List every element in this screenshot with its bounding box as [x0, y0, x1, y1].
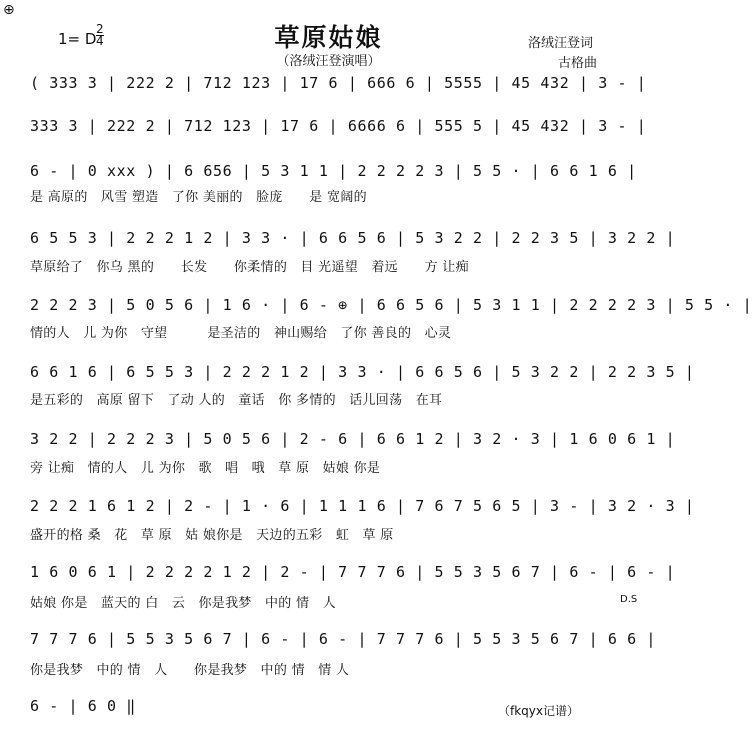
coda-icon: ⊕ [3, 2, 15, 18]
lyric-line: 姑娘 你是 蓝天的 白 云 你是我梦 中的 情 人 [30, 596, 336, 611]
lyric-line: 是五彩的 高原 留下 了动 人的 童话 你 多情的 话儿回荡 在耳 [30, 393, 443, 408]
performer-subtitle: （洛绒汪登演唱） [276, 54, 381, 69]
notation-line: 6 5 5 3 | 2 2 2 1 2 | 3 3 · | 6 6 5 6 | 5 3 2 2 | 2 2 3 5 | 3 2 2 | [30, 229, 676, 247]
notation-line: 7 7 7 6 | 5 5 3 5 6 7 | 6 - | 6 - | 7 7 7 6 | 5 5 3 5 6 7 | 6 6 | [30, 630, 656, 648]
notation-line: 333 3 | 222 2 | 712 123 | 17 6 | 6666 6 | 555 5 | 45 432 | 3 - | [30, 117, 647, 135]
dal-segno-mark: D.S [620, 594, 638, 605]
notation-line: ( 333 3 | 222 2 | 712 123 | 17 6 | 666 6 | 5555 | 45 432 | 3 - | [30, 74, 647, 92]
time-signature-bottom: 4 [96, 34, 104, 48]
notation-line: 1 6 0 6 1 | 2 2 2 2 1 2 | 2 - | 7 7 7 6 | 5 5 3 5 6 7 | 6 - | 6 - | [30, 563, 676, 581]
lyric-line: 盛开的格 桑 花 草 原 姑 娘你是 天边的五彩 虹 草 原 [30, 528, 394, 543]
transcriber-credit: （fkqyx记谱） [498, 704, 579, 718]
lyric-line: 你是我梦 中的 情 人 你是我梦 中的 情 情 人 [30, 663, 350, 678]
lyricist-credit: 洛绒汪登词 [528, 36, 594, 51]
lyric-line: 是 高原的 风雪 塑造 了你 美丽的 脸庞 是 宽阔的 [30, 190, 367, 205]
notation-line: 6 - | 6 0 ‖ [30, 697, 136, 715]
notation-line: 3 2 2 | 2 2 2 3 | 5 0 5 6 | 2 - 6 | 6 6 1 2 | 3 2 · 3 | 1 6 0 6 1 | [30, 430, 676, 448]
notation-line: 2 2 2 3 | 5 0 5 6 | 1 6 · | 6 - ⊕ | 6 6 5 6 | 5 3 1 1 | 2 2 2 2 3 | 5 5 · | [30, 296, 752, 314]
notation-line: 2 2 2 1 6 1 2 | 2 - | 1 · 6 | 1 1 1 6 | 7 6 7 5 6 5 | 3 - | 3 2 · 3 | [30, 497, 695, 515]
lyric-line: 情的人 儿 为你 守望 是圣洁的 神山赐给 了你 善良的 心灵 [30, 326, 452, 341]
notation-line: 6 6 1 6 | 6 5 5 3 | 2 2 2 1 2 | 3 3 · | 6 6 5 6 | 5 3 2 2 | 2 2 3 5 | [30, 363, 695, 381]
notation-line: 6 - | 0 xxx ) | 6 656 | 5 3 1 1 | 2 2 2 2 3 | 5 5 · | 6 6 1 6 | [30, 162, 637, 180]
key-signature: 1= D [58, 30, 97, 48]
time-signature-top: 2 [96, 22, 104, 36]
page-title: 草原姑娘 [274, 23, 383, 52]
composer-credit: 古格曲 [558, 56, 598, 71]
lyric-line: 旁 让痴 情的人 儿 为你 歌 唱 哦 草 原 姑娘 你是 [30, 461, 381, 476]
lyric-line: 草原给了 你乌 黑的 长发 你柔情的 目 光遥望 着远 方 让痴 [30, 260, 469, 275]
